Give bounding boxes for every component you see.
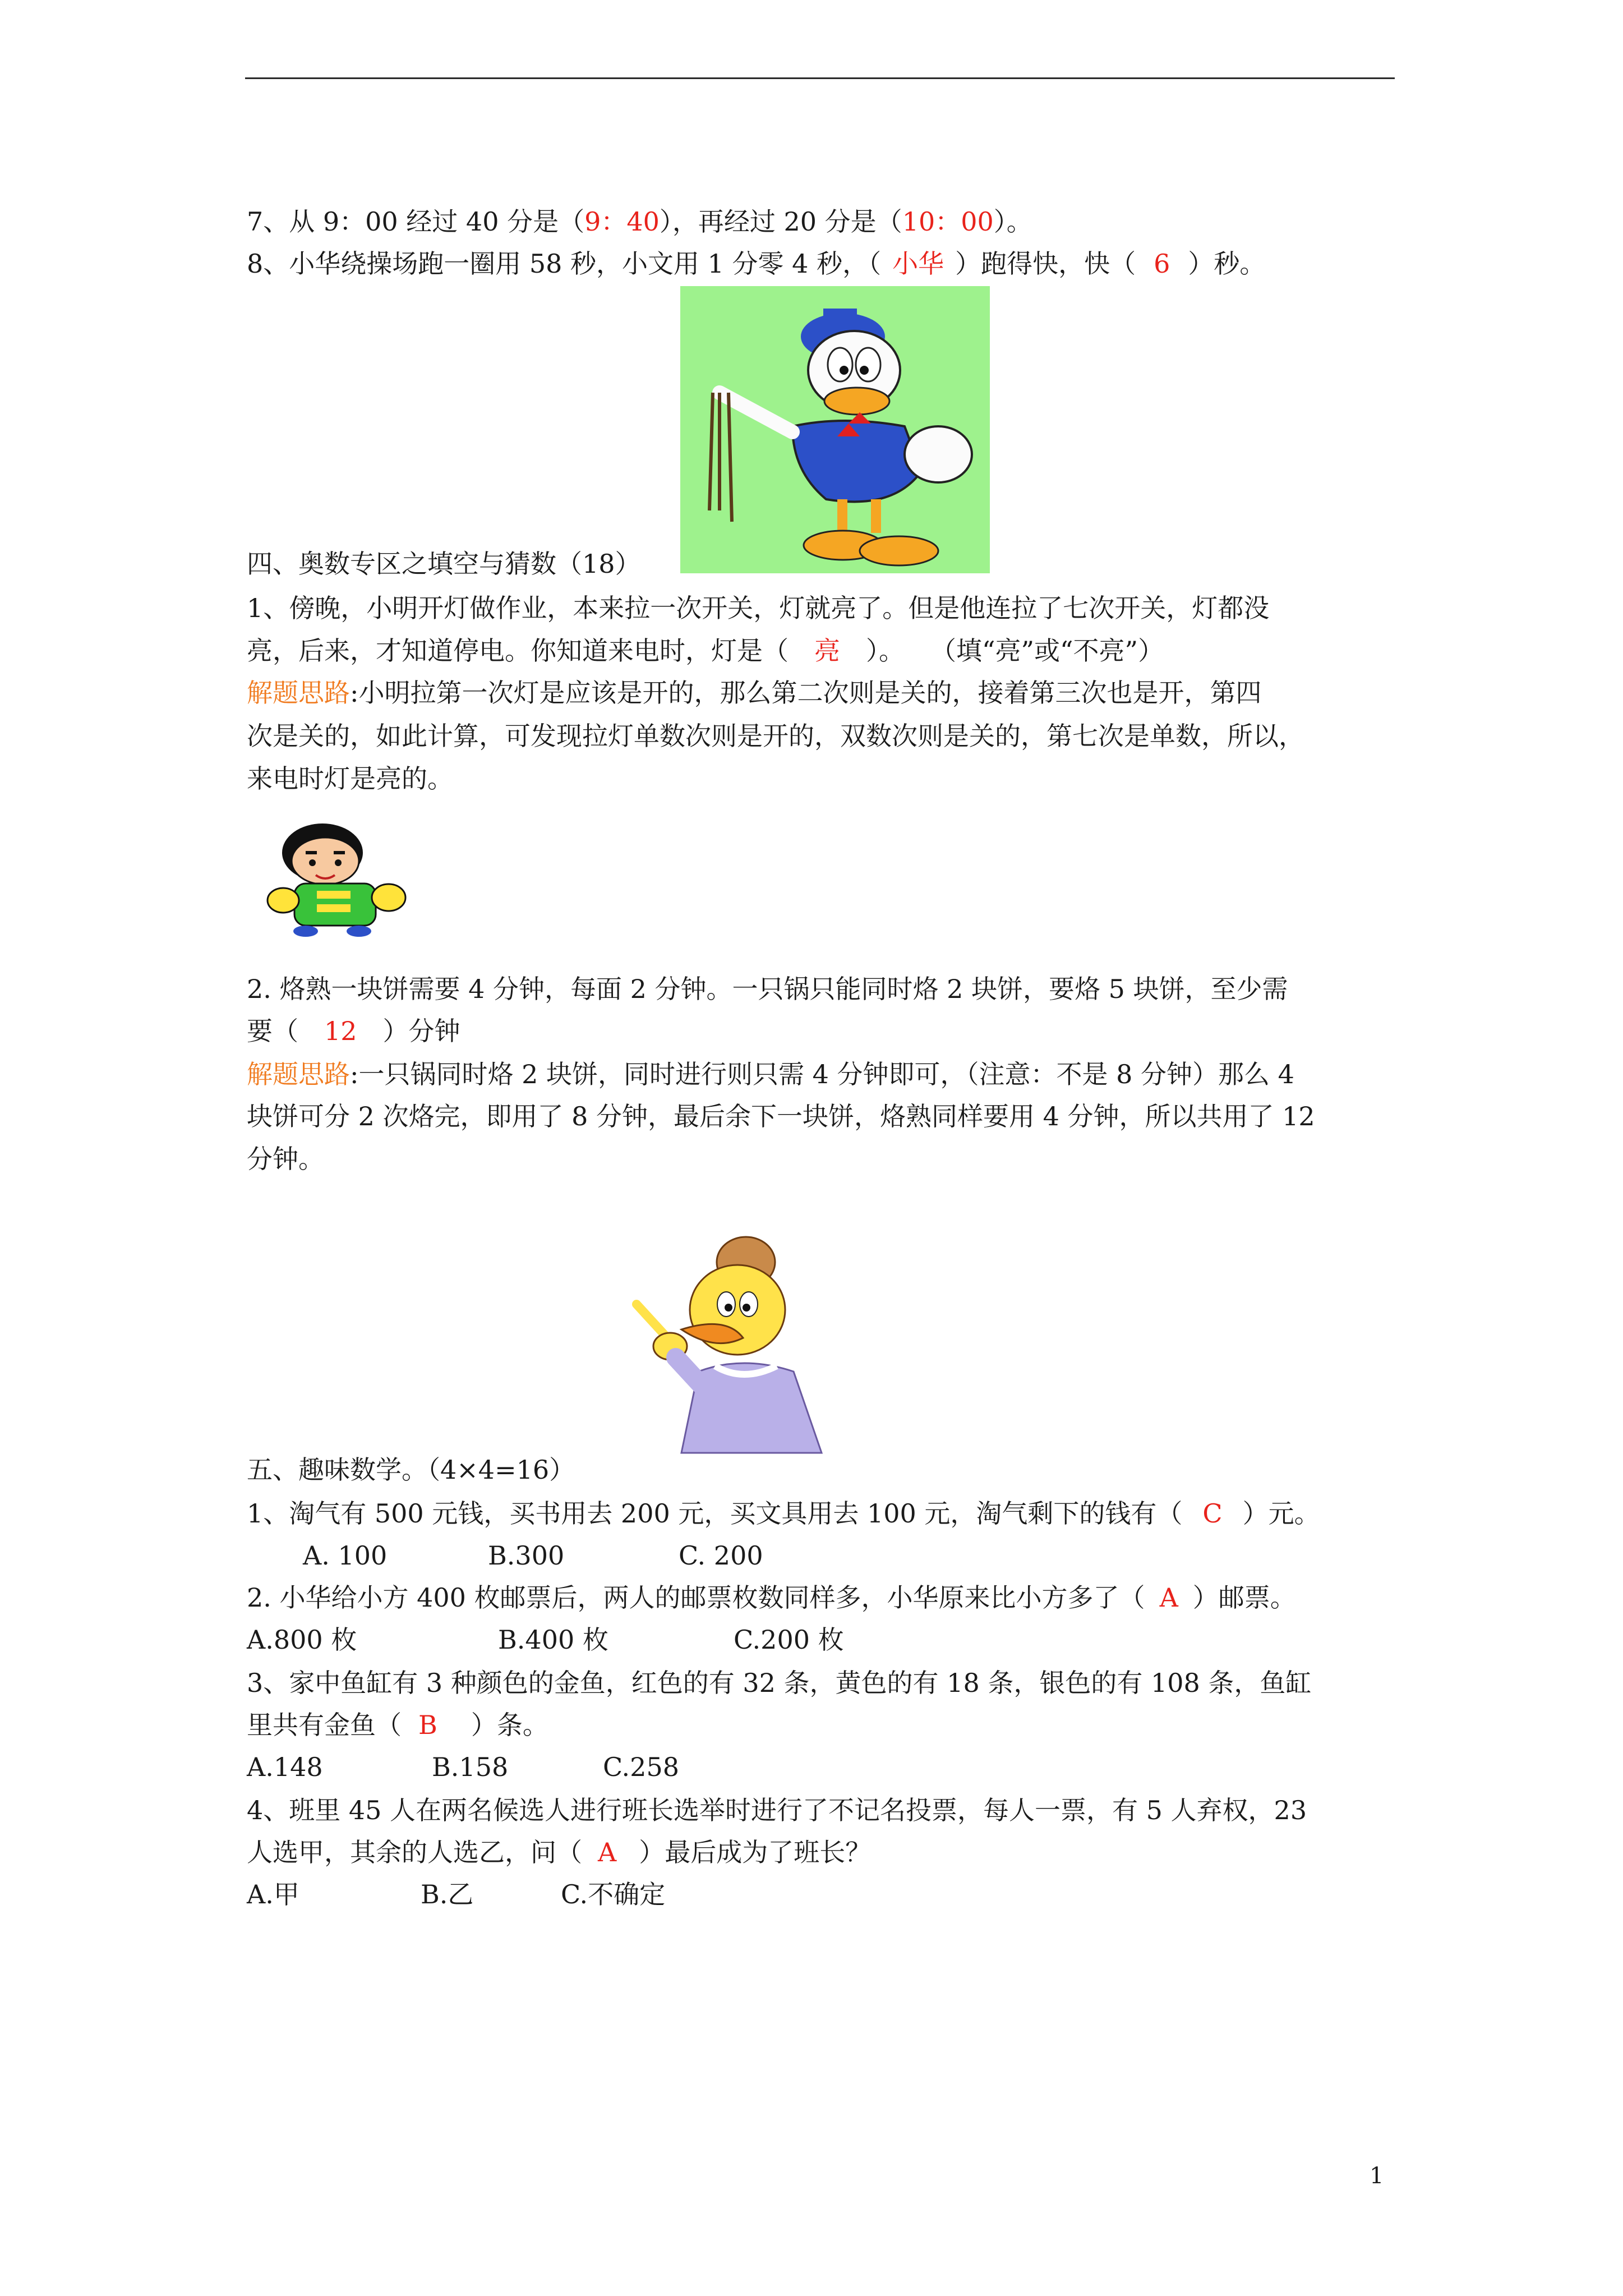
problem-2-line-1: 2. 烙熟一块饼需要 4 分钟，每面 2 分钟。一只锅只能同时烙 2 块饼，要烙 5 块饼，至少需: [247, 974, 1288, 1004]
answer: 亮: [814, 636, 840, 666]
math-question-4-line-2: 人选甲，其余的人选乙，问（ A ）最后成为了班长？: [247, 1837, 872, 1867]
section-5-title: 五、趣味数学。（4×4=16）: [247, 1455, 575, 1485]
option-b: B.158: [432, 1752, 509, 1782]
donald-duck-image: [680, 286, 990, 573]
answer: 6: [1154, 249, 1170, 279]
page-number: 1: [1370, 2163, 1384, 2189]
option-a: A.148: [247, 1752, 323, 1782]
problem-1-line-1: 1、傍晚，小明开灯做作业，本来拉一次开关，灯就亮了。但是他连拉了七次开关，灯都没: [247, 593, 1270, 623]
answer: C: [1202, 1498, 1223, 1529]
answer: 12: [324, 1016, 357, 1046]
problem-1-hint-1: 解题思路:小明拉第一次灯是应该是开的，那么第二次则是关的，接着第三次也是开，第四: [247, 678, 1262, 708]
math-question-3-options: [247, 1750, 1408, 1784]
math-question-3-line-1: 3、家中鱼缸有 3 种颜色的金鱼，红色的有 32 条，黄色的有 18 条，银色的有 108 条，鱼缸: [247, 1668, 1312, 1698]
option-a: A.800 枚: [247, 1625, 357, 1655]
math-question-3-line-2: 里共有金鱼（ B ）条。: [247, 1710, 548, 1740]
header-rule: [245, 77, 1395, 79]
problem-2-hint-1: 解题思路:一只锅同时烙 2 块饼，同时进行则只需 4 分钟即可，（注意：不是 8 分钟）那么 4: [247, 1059, 1294, 1089]
question-7: 7、从 9：00 经过 40 分是（9：40），再经过 20 分是（10：00）。: [247, 206, 1032, 237]
option-c: C. 200: [679, 1540, 763, 1571]
answer: 小华: [892, 249, 944, 279]
answer: 9：40: [584, 206, 660, 237]
cartoon-boy-image: [261, 819, 412, 940]
option-c: C.不确定: [561, 1879, 666, 1910]
option-b: B.400 枚: [498, 1625, 608, 1655]
hint-label: 解题思路: [247, 1059, 350, 1089]
option-a: A. 100: [303, 1540, 388, 1571]
problem-2-hint-3: 分钟。: [247, 1144, 324, 1174]
problem-1-hint-3: 来电时灯是亮的。: [247, 763, 453, 794]
option-b: B.300: [488, 1540, 565, 1571]
math-question-4-options: [247, 1878, 1408, 1911]
hint-label: 解题思路: [247, 678, 350, 708]
math-question-4-line-1: 4、班里 45 人在两名候选人进行班长选举时进行了不记名投票，每人一票，有 5 人弃权，23: [247, 1795, 1307, 1825]
problem-2-line-2: 要（ 12 ）分钟: [247, 1016, 460, 1046]
question-8: 8、小华绕操场跑一圈用 58 秒，小文用 1 分零 4 秒，（ 小华 ）跑得快，快（ 6 ）秒。: [247, 249, 1266, 279]
answer: A: [598, 1837, 617, 1867]
answer: 10：00: [902, 206, 994, 237]
problem-1-hint-2: 次是关的，如此计算，可发现拉灯单数次则是开的，双数次则是关的，第七次是单数，所以，: [247, 721, 1304, 751]
math-question-1-options: [247, 1539, 1408, 1572]
answer: A: [1159, 1582, 1178, 1613]
cartoon-duck-lady-image: [614, 1231, 836, 1456]
problem-1-line-2: 亮，后来，才知道停电。你知道来电时，灯是（ 亮 ）。 （填“亮”或“不亮”）: [247, 636, 1164, 666]
option-a: A.甲: [247, 1879, 299, 1910]
problem-2-hint-2: 块饼可分 2 次烙完，即用了 8 分钟，最后余下一块饼，烙熟同样要用 4 分钟，所以共用了 12: [247, 1101, 1315, 1131]
math-question-2: 2. 小华给小方 400 枚邮票后，两人的邮票枚数同样多，小华原来比小方多了（ A ）邮票。: [247, 1582, 1296, 1613]
option-b: B.乙: [421, 1879, 474, 1910]
math-question-2-options: [247, 1623, 1408, 1657]
section-4-title: 四、奥数专区之填空与猜数（18）: [247, 549, 641, 579]
option-c: C.200 枚: [734, 1625, 844, 1655]
math-question-1: 1、淘气有 500 元钱，买书用去 200 元，买文具用去 100 元，淘气剩下的钱有（ C ）元。: [247, 1498, 1320, 1529]
answer: B: [418, 1710, 437, 1740]
option-c: C.258: [603, 1752, 679, 1782]
